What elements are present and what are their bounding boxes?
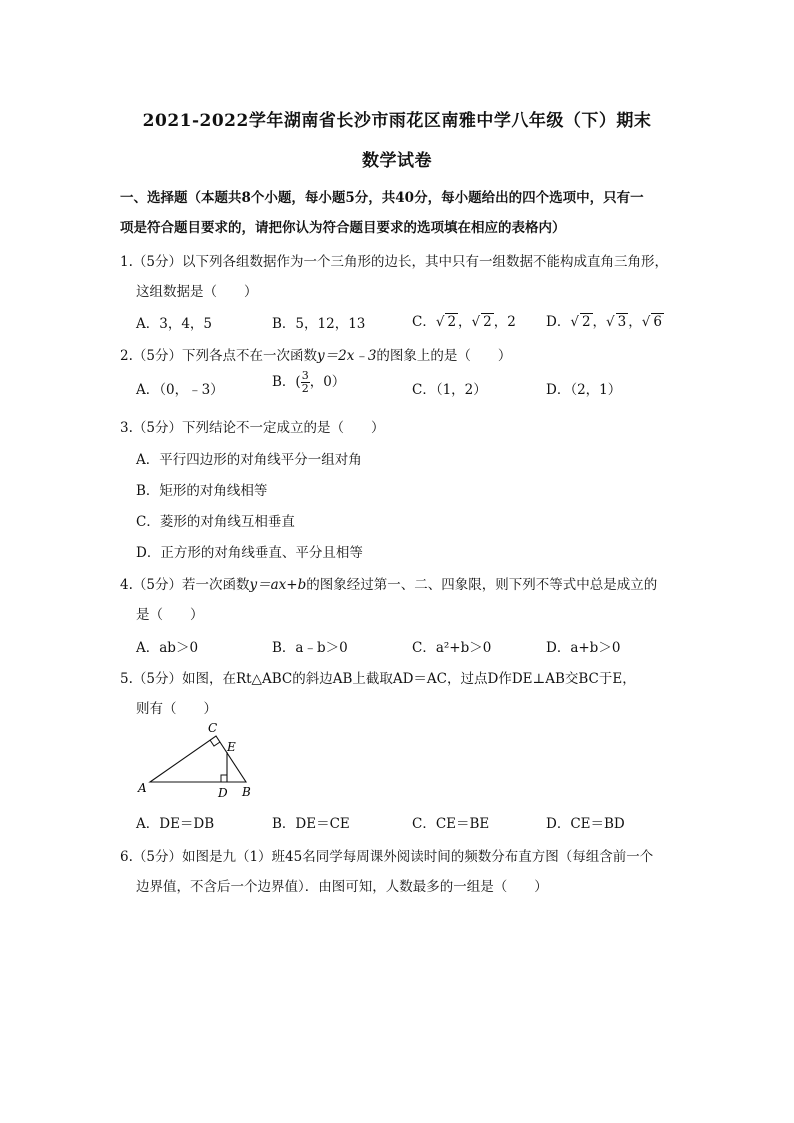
fraction-3-over-2: $\frac{3}{2}$ (301, 369, 309, 395)
q4-stem-line1: 4.（5分）若一次函数y＝ax+b的图象经过第一、二、四象限，则下列不等式中总是成立的 (120, 577, 658, 593)
q6-stem-line1: 6.（5分）如图是九（1）班45名同学每周课外阅读时间的频数分布直方图（每组含前一个 (120, 849, 654, 865)
q2-option-a: A．（0，﹣3） (136, 382, 224, 398)
q2-option-c: C．（1，2） (412, 382, 487, 398)
section1-heading-line1: 一、选择题（本题共8个小题，每小题5分，共40分，每小题给出的四个选项中，只有一 (120, 190, 644, 206)
q5-option-c: C．CE＝BE (412, 816, 490, 832)
q2-option-d: D．（2，1） (546, 382, 622, 398)
q4-option-a: A．ab＞0 (136, 640, 199, 656)
label-b: B (242, 785, 251, 799)
q3-stem: 3.（5分）下列结论不一定成立的是（ ） (120, 420, 385, 436)
q4-option-b: B．a﹣b＞0 (272, 640, 348, 656)
q6-stem-line2: 边界值，不含后一个边界值）．由图可知，人数最多的一组是（ ） (136, 879, 548, 895)
label-a: A (138, 781, 147, 795)
triangle-figure (134, 716, 274, 806)
section1-heading-line2: 项是符合题目要求的，请把你认为符合题目要求的选项填在相应的表格内） (120, 220, 566, 236)
label-d: D (218, 786, 228, 800)
q2-stem: 2.（5分）下列各点不在一次函数y＝2x﹣3的图象上的是（ ） (120, 348, 512, 364)
q1-option-c: C．√ 2 ，√ 2 ，2 (412, 314, 516, 330)
q1-option-d: D．√ 2 ，√ 3 ，√ 6 (546, 314, 662, 330)
exam-title-line2: 数学试卷 (362, 151, 432, 171)
q3-option-a: A．平行四边形的对角线平分一组对角 (136, 452, 362, 468)
q5-stem-line1: 5.（5分）如图，在Rt△ABC的斜边AB上截取AD＝AC，过点D作DE⊥AB交BC于E， (120, 671, 636, 687)
right-angle-mark-c (210, 740, 220, 746)
q1-option-a: A．3，4，5 (136, 316, 213, 332)
q1-stem-line2: 这组数据是（ ） (136, 284, 258, 300)
q4-stem-line2: 是（ ） (136, 607, 204, 623)
q3-option-c: C．菱形的对角线互相垂直 (136, 514, 295, 530)
q4-option-d: D．a+b＞0 (546, 640, 621, 656)
q2-option-b: B．( $\frac{3}{2}$ ，0） (272, 369, 346, 395)
q3-option-b: B．矩形的对角线相等 (136, 483, 268, 499)
q3-option-d: D．正方形的对角线垂直、平分且相等 (136, 545, 363, 561)
q1-stem-line1: 1.（5分）以下列各组数据作为一个三角形的边长，其中只有一组数据不能构成直角三角形， (120, 254, 668, 270)
q5-option-d: D．CE＝BD (546, 816, 625, 832)
q5-stem-line2: 则有（ ） (136, 701, 217, 717)
q5-option-b: B．DE＝CE (272, 816, 350, 832)
q1-option-b: B．5，12，13 (272, 316, 366, 332)
q5-option-a: A．DE＝DB (136, 816, 215, 832)
label-c: C (208, 721, 218, 735)
right-angle-mark-d (221, 775, 227, 782)
exam-title-line1: 2021-2022学年湖南省长沙市雨花区南雅中学八年级（下）期末 (142, 111, 652, 131)
label-e: E (227, 740, 236, 754)
q4-option-c: C．a²+b＞0 (412, 640, 492, 656)
